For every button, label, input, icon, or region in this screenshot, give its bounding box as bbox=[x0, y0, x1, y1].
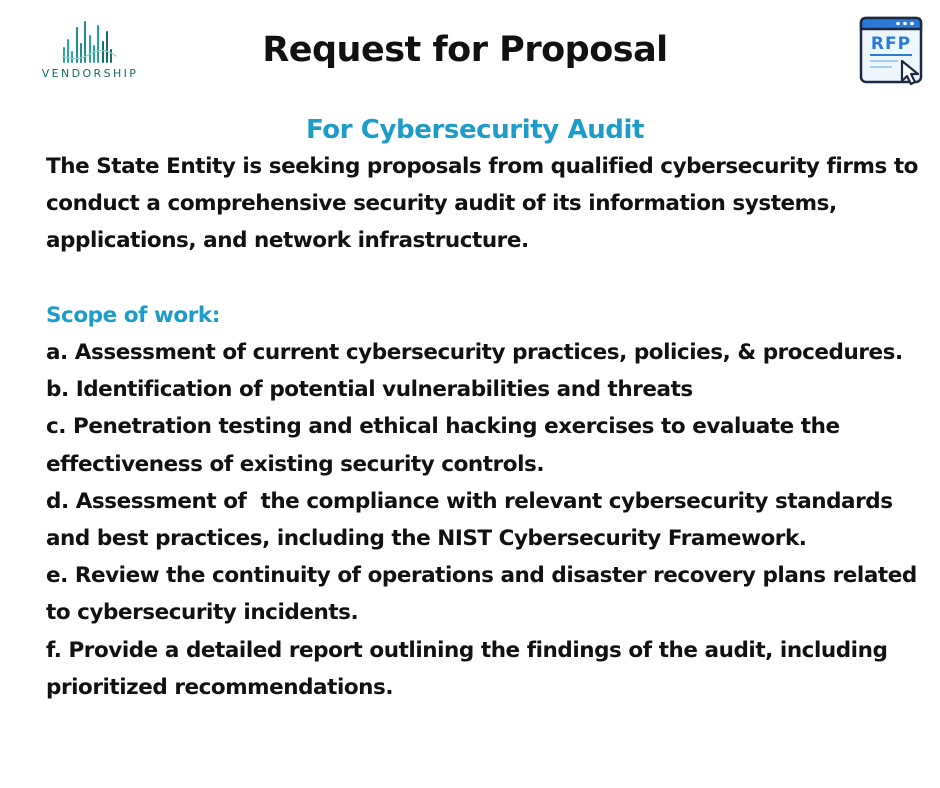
scope-heading: Scope of work: bbox=[46, 302, 220, 328]
scope-item-f: f. Provide a detailed report outlining the findings of the audit, including prioritized recommendations. bbox=[46, 637, 888, 700]
proposal-body bbox=[46, 148, 926, 706]
page-subtitle: For Cybersecurity Audit bbox=[305, 115, 645, 145]
scope-item-e: e. Review the continuity of operations and disaster recovery plans related to cybersecurity incidents. bbox=[46, 563, 917, 626]
scope-item-d: d. Assessment of the compliance with relevant cybersecurity standards and best practices, including the NIST Cybersecurity Framework. bbox=[46, 488, 900, 552]
logo-wordmark: VENDORSHIP bbox=[41, 67, 139, 80]
intro-paragraph: The State Entity is seeking proposals from qualified cybersecurity firms to conduct a comprehensive security audit of its information systems, applications, and network infrastructure. bbox=[46, 154, 918, 254]
scope-item-c: c. Penetration testing and ethical hacking exercises to evaluate the effectiveness of existing security controls. bbox=[46, 414, 840, 477]
scope-item-a: a. Assessment of current cybersecurity practices, policies, & procedures. bbox=[46, 340, 903, 365]
page-title: Request for Proposal bbox=[262, 30, 668, 70]
rfp-label: RFP bbox=[870, 34, 912, 54]
rfp-browser-cursor-icon bbox=[858, 15, 928, 87]
scope-item-b: b. Identification of potential vulnerabilities and threats bbox=[46, 377, 693, 403]
